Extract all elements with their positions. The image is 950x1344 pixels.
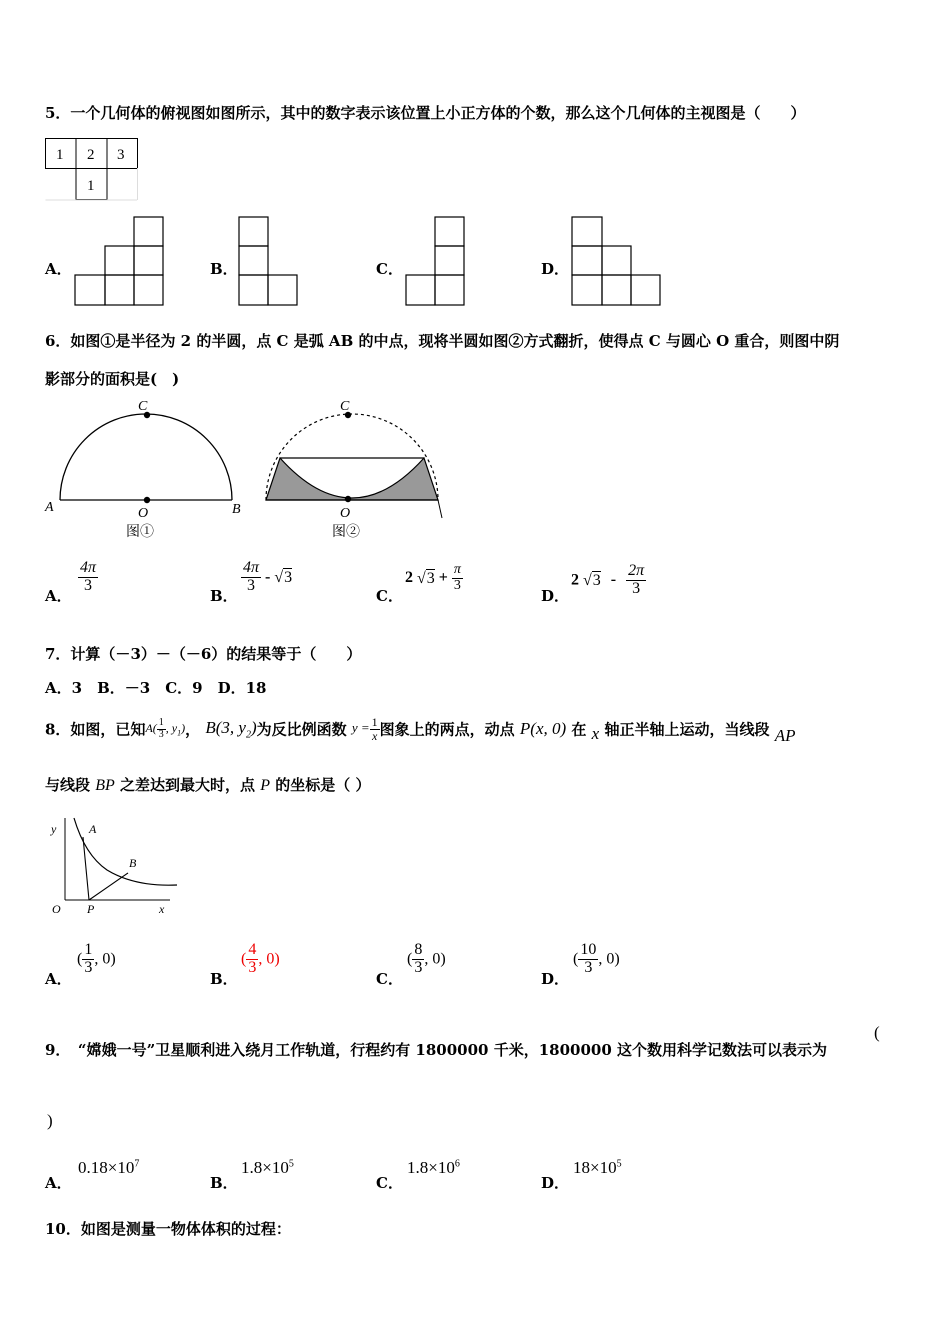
q8c-den: 3 [414, 958, 423, 976]
q8d-num: 10 [580, 941, 597, 958]
q6c-num: π [453, 562, 461, 577]
q8-option-c[interactable] [407, 942, 446, 977]
q5-option-a-label[interactable]: A． [45, 260, 72, 278]
q6c-den: 3 [453, 577, 461, 593]
q8b-den: 3 [248, 958, 257, 976]
q8-b-pt: B(3, y [205, 717, 246, 737]
q8-mid1: 为反比例函数 [256, 720, 347, 739]
q9a-base: 0.18×10 [78, 1158, 135, 1177]
q8-function [351, 715, 380, 743]
fig1-caption: 图① [126, 525, 154, 540]
q9-option-b[interactable] [241, 1158, 294, 1178]
q6-option-d-label[interactable]: D． [541, 587, 570, 605]
q8-p: P [260, 777, 271, 794]
q8-fig-a: A [89, 822, 97, 836]
q8-option-a[interactable] [77, 942, 116, 977]
q5-option-d-figure[interactable] [571, 216, 663, 308]
q8-b-sub: 2 [245, 729, 251, 741]
q6c-root: 3 [426, 569, 435, 587]
q9-option-b-label[interactable]: B． [210, 1174, 238, 1192]
q8-comma: ， [185, 720, 201, 739]
q9-text: 9． “嫦娥一号”卫星顺利进入绕月工作轨道，行程约有 1800000 千米，1800000 这个数用科学记数法可以表示为 [45, 1041, 827, 1059]
q6d-coef: 2 [571, 571, 579, 589]
q6d-root: 3 [592, 571, 601, 589]
q9d-base: 18×10 [573, 1158, 617, 1177]
q8-a-label: A( [145, 720, 157, 735]
q6c-plus: + [438, 569, 448, 587]
q8-mid4: 轴正半轴上运动，当线段 [604, 720, 770, 739]
q8-fig-p: P [87, 902, 95, 916]
q10-text: 10．如图是测量一物体体积的过程： [45, 1220, 291, 1238]
q8d-open: ( [573, 950, 579, 968]
q6-text-line1: 6．如图①是半径为 2 的半圆，点 C 是弧 AB 的中点，现将半圆如图②方式翻折，使得点 C 与圆心 O 重合，则图中阴 [45, 332, 840, 350]
q6b-minus: - [265, 568, 271, 586]
q6b-den: 3 [247, 576, 255, 594]
q9-option-c[interactable] [407, 1158, 460, 1178]
fig1-label-b: B [232, 502, 241, 517]
q8-ap: AP [774, 726, 796, 746]
fig2-caption: 图② [332, 525, 360, 540]
q8-line2c: 的坐标是（ ） [275, 776, 371, 794]
q8-fig-y: y [51, 822, 57, 836]
q8-f-den: x [372, 728, 378, 743]
q9-option-a[interactable] [78, 1158, 139, 1178]
q6-option-c-label[interactable]: C． [376, 587, 403, 605]
q9a-exp: 7 [134, 1158, 140, 1170]
q8-line2b: 之差达到最大时，点 [120, 776, 256, 794]
q6-option-a-label[interactable]: A． [45, 587, 72, 605]
q8a-den: 3 [84, 958, 93, 976]
q8-option-b-label[interactable]: B． [210, 970, 238, 988]
grid-cell-1: 1 [56, 147, 64, 163]
q8-point-p: P(x, 0) [519, 719, 567, 739]
fig1-label-o: O [138, 506, 149, 521]
q8-a-den: 3 [158, 728, 164, 740]
q8-point-a [145, 717, 186, 740]
q8-bp: BP [95, 777, 115, 794]
q8-line2a: 与线段 [45, 776, 91, 794]
q6-option-a[interactable] [78, 560, 98, 595]
q8a-open: ( [77, 950, 83, 968]
q9-option-d[interactable] [573, 1158, 622, 1178]
q6-figure-1 [40, 398, 250, 543]
q9b-base: 1.8×10 [241, 1158, 289, 1177]
q9-paren-close: ) [47, 1111, 53, 1130]
q8-x-var: x [591, 724, 600, 744]
fig1-label-a: A [45, 500, 54, 515]
q8-line2 [45, 774, 371, 795]
fig2-label-c: C [340, 399, 350, 414]
q8-option-d[interactable] [573, 942, 620, 977]
q6-figure-2 [258, 398, 448, 543]
q8c-tail: , 0) [424, 950, 446, 968]
q8-fig-x: x [159, 902, 165, 916]
q8-mid2: 图象上的两点，动点 [379, 720, 515, 739]
q8-figure [45, 815, 185, 920]
q8-prefix: 8．如图，已知 [45, 720, 146, 739]
q6-text-line2: 影部分的面积是( ) [45, 370, 180, 388]
q9-option-c-label[interactable]: C． [376, 1174, 403, 1192]
q9-paren-open: ( [874, 1023, 880, 1042]
q6d-den: 3 [632, 579, 641, 597]
q5-option-c-label[interactable]: C． [376, 260, 403, 278]
grid-cell-2: 2 [87, 147, 95, 163]
q8-a-sub: 1 [177, 728, 182, 738]
q8c-open: ( [407, 950, 413, 968]
q6d-minus: - [610, 571, 617, 589]
q9c-exp: 6 [454, 1158, 460, 1170]
q8-line1 [45, 716, 795, 746]
q8-option-a-label[interactable]: A． [45, 970, 72, 988]
q6-option-c[interactable]: 2 √3 + $\frac{\pi}{3}$ [405, 562, 461, 593]
q8-option-b[interactable] [241, 942, 280, 977]
q7-text: 7．计算（－3）－（－6）的结果等于（ ） [45, 645, 362, 663]
q8-f-num: 1 [371, 715, 378, 729]
q8-a-close: ) [181, 720, 186, 735]
grid-cell-3: 3 [117, 147, 125, 163]
q8d-tail: , 0) [598, 950, 620, 968]
q6a-den: 3 [84, 576, 92, 594]
fig2-label-o: O [340, 506, 351, 521]
q5-option-c-figure[interactable] [405, 216, 467, 308]
q9b-exp: 5 [288, 1158, 294, 1170]
q6-option-d[interactable]: 2 √3 - $\frac{2\pi}{3}$ [571, 562, 645, 597]
q6-option-b-label[interactable]: B． [210, 587, 238, 605]
q6d-num: 2π [628, 562, 645, 579]
q5-option-a-figure[interactable] [74, 216, 166, 308]
q8a-tail: , 0) [94, 950, 116, 968]
q9-option-a-label[interactable]: A． [45, 1174, 72, 1192]
q8b-num: 4 [248, 941, 257, 958]
q8-option-d-label[interactable]: D． [541, 970, 570, 988]
q5-text: 5．一个几何体的俯视图如图所示，其中的数字表示该位置上小正方体的个数，那么这个几何体的主视图是（ ） [45, 104, 806, 122]
q9-option-d-label[interactable]: D． [541, 1174, 570, 1192]
q9c-base: 1.8×10 [407, 1158, 455, 1177]
q8-mid3: 在 [571, 720, 587, 739]
q5-option-b-figure[interactable] [238, 216, 300, 308]
q8d-den: 3 [584, 958, 593, 976]
q6-option-b[interactable]: $\frac{4\pi}{3}$ - √3 [243, 559, 293, 594]
q5-option-d-label[interactable]: D． [541, 260, 570, 278]
fig1-label-c: C [138, 399, 148, 414]
q8b-open: ( [241, 950, 247, 968]
q8-a-num: 1 [158, 717, 164, 729]
q6c-coef: 2 [405, 569, 413, 587]
q8c-num: 8 [414, 941, 423, 958]
q8-a-rest: , y [165, 720, 178, 735]
q8-y-eq: y = [351, 720, 370, 736]
q8-b-close: ) [250, 717, 257, 737]
q8-fig-o: O [52, 902, 61, 916]
grid-cell-4: 1 [87, 178, 95, 194]
q6a-num: 4π [80, 559, 97, 576]
q8-point-b [205, 717, 257, 741]
q6b-num: 4π [243, 559, 260, 576]
q7-options[interactable]: A．3 B．－3 C．9 D．18 [45, 679, 267, 697]
q8b-tail: , 0) [258, 950, 280, 968]
q6b-root: 3 [284, 568, 293, 586]
q8-fig-b: B [129, 856, 137, 870]
q8-option-c-label[interactable]: C． [376, 970, 403, 988]
q5-option-b-label[interactable]: B． [210, 260, 238, 278]
q5-top-view-figure [45, 138, 140, 202]
q9d-exp: 5 [616, 1158, 622, 1170]
q8a-num: 1 [84, 941, 93, 958]
